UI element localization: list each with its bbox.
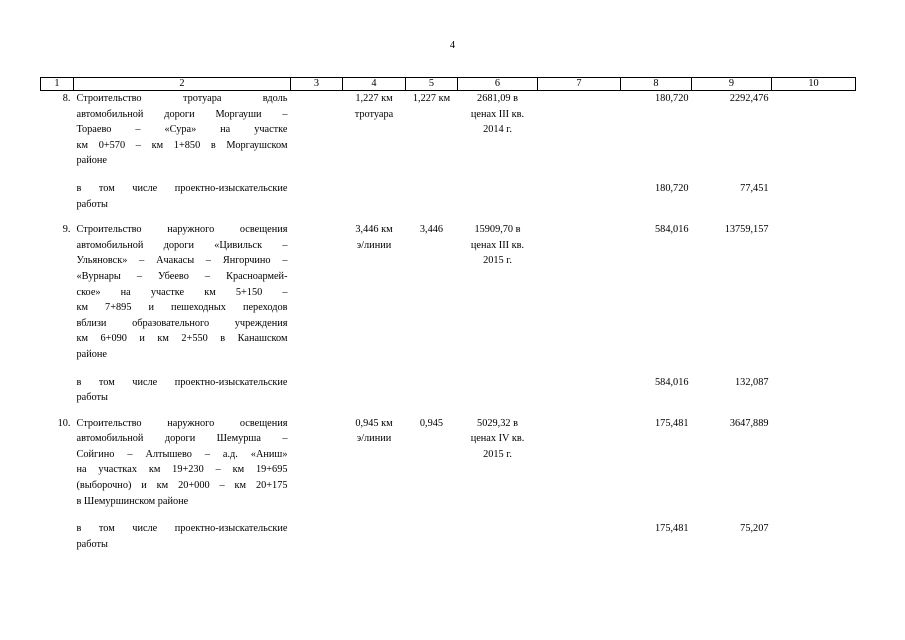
subrow-number: [41, 509, 74, 552]
row-name-line: км 6+090 и км 2+550 в Канашском: [76, 333, 288, 345]
row-name-line: (выборочно) и км 20+000 – км 20+175: [76, 480, 288, 492]
subrow-name: [74, 363, 291, 406]
subrow-col-5: [406, 509, 458, 552]
subrow-name-line: работы: [76, 538, 108, 550]
row-estimate-line: 2015 г.: [483, 448, 512, 460]
subrow-col-4: [343, 363, 406, 406]
header-col-3: 3: [291, 78, 343, 91]
row-length: [343, 212, 406, 362]
row-name-line: в Шемуршинском районе: [76, 495, 189, 507]
subrow-col-4: [343, 169, 406, 212]
subrow-total: 132,087: [735, 376, 769, 388]
row-estimate: [458, 406, 538, 510]
row-col-3: [291, 406, 343, 510]
document-table: [40, 77, 856, 552]
subrow-col-3: [291, 363, 343, 406]
row-name-line: автомобильной дороги «Цивильск –: [76, 239, 288, 251]
row-length-line: 3,446 км: [355, 224, 393, 236]
table-row: [41, 406, 856, 510]
subrow-number: [41, 363, 74, 406]
row-name-line: автомобильной дороги Шемурша –: [76, 433, 288, 445]
row-estimate-line: ценах IV кв.: [470, 433, 525, 445]
row-estimate-line: 2014 г.: [483, 124, 512, 136]
row-length-line: 0,945 км: [355, 417, 393, 429]
subrow-name: [74, 509, 291, 552]
header-col-1: 1: [41, 78, 74, 91]
table-row: [41, 212, 856, 362]
row-name-line: Строительство наружного освещения: [76, 417, 288, 429]
row-name-line: районе: [76, 348, 107, 360]
row-name-line: Тораево – «Сура» на участке: [76, 124, 288, 136]
row-length: [343, 406, 406, 510]
header-col-8: 8: [621, 78, 692, 91]
row-estimate: [458, 212, 538, 362]
header-col-6: 6: [458, 78, 538, 91]
row-estimate-line: 2681,09 в: [477, 93, 518, 104]
subrow-total: 75,207: [740, 523, 769, 535]
subrow-col-3: [291, 169, 343, 212]
subrow-col-10: [772, 169, 856, 212]
row-length-line: э/линии: [356, 239, 392, 251]
header-col-2: 2: [74, 78, 291, 91]
table-row: [41, 91, 856, 169]
row-number: 10.: [57, 417, 71, 429]
subrow-amount: 175,481: [655, 523, 689, 535]
row-name-line: «Вурнары – Убеево – Красноармей-: [76, 270, 288, 282]
subrow-number: [41, 169, 74, 212]
row-name-line: Строительство тротуара вдоль: [76, 93, 288, 104]
row-name-line: ское» на участке км 5+150 –: [76, 286, 288, 298]
row-name-line: Сойгино – Алтышево – а.д. «Аниш»: [76, 448, 288, 460]
row-name-line: районе: [76, 155, 107, 167]
table-subrow: [41, 169, 856, 212]
row-length-line: тротуара: [354, 108, 394, 120]
header-col-10: 10: [772, 78, 856, 91]
row-capacity: 1,227 км: [412, 93, 451, 104]
row-length: [343, 91, 406, 169]
subrow-col-3: [291, 509, 343, 552]
subrow-amount: 180,720: [655, 182, 689, 194]
subrow-name-line: работы: [76, 392, 108, 404]
table-subrow: [41, 363, 856, 406]
row-amount: 584,016: [655, 224, 689, 236]
row-col-7: [538, 91, 621, 169]
header-col-9: 9: [692, 78, 772, 91]
subrow-col-7: [538, 509, 621, 552]
row-col-7: [538, 406, 621, 510]
row-number: 9.: [62, 224, 71, 236]
subrow-col-5: [406, 169, 458, 212]
header-row: [41, 78, 856, 91]
row-estimate-line: 15909,70 в: [474, 224, 521, 236]
row-capacity: 0,945: [419, 417, 444, 429]
subrow-col-10: [772, 509, 856, 552]
header-col-7: 7: [538, 78, 621, 91]
row-estimate-line: ценах III кв.: [470, 239, 525, 251]
row-name-line: Строительство наружного освещения: [76, 224, 288, 236]
subrow-col-7: [538, 363, 621, 406]
subrow-col-6: [458, 509, 538, 552]
row-estimate-line: ценах III кв.: [470, 108, 525, 120]
subrow-total: 77,451: [740, 182, 769, 194]
subrow-col-6: [458, 363, 538, 406]
row-name-line: км 7+895 и пешеходных переходов: [76, 302, 288, 314]
subrow-name: [74, 169, 291, 212]
row-total: 2292,476: [729, 93, 769, 104]
row-total: 13759,157: [724, 224, 769, 236]
row-col-3: [291, 212, 343, 362]
row-estimate: [458, 91, 538, 169]
row-total: 3647,889: [729, 417, 769, 429]
row-col-10: [772, 91, 856, 169]
row-col-7: [538, 212, 621, 362]
row-col-3: [291, 91, 343, 169]
row-name-line: вблизи образовательного учреждения: [76, 317, 288, 329]
row-name-line: автомобильной дороги Моргауши –: [76, 108, 288, 120]
row-length-line: э/линии: [356, 433, 392, 445]
row-name: [74, 212, 291, 362]
page-number: 4: [449, 40, 456, 51]
row-name-line: км 0+570 – км 1+850 в Моргаушском: [76, 139, 288, 151]
row-estimate-line: 5029,32 в: [477, 417, 518, 429]
row-name: [74, 91, 291, 169]
subrow-col-6: [458, 169, 538, 212]
row-name-line: Ульяновск» – Ачакасы – Янгорчино –: [76, 255, 288, 267]
row-capacity: 3,446: [419, 224, 444, 236]
row-number: 8.: [62, 93, 71, 104]
subrow-name-line: в том числе проектно-изыскательские: [76, 376, 288, 388]
row-length-line: 1,227 км: [355, 93, 393, 104]
header-col-5: 5: [406, 78, 458, 91]
row-amount: 180,720: [655, 93, 689, 104]
subrow-name-line: в том числе проектно-изыскательские: [76, 182, 288, 194]
row-col-10: [772, 212, 856, 362]
row-amount: 175,481: [655, 417, 689, 429]
row-name-line: на участках км 19+230 – км 19+695: [76, 464, 288, 476]
subrow-col-4: [343, 509, 406, 552]
subrow-amount: 584,016: [655, 376, 689, 388]
subrow-col-10: [772, 363, 856, 406]
table-subrow: [41, 509, 856, 552]
row-estimate-line: 2015 г.: [483, 255, 512, 267]
subrow-name-line: в том числе проектно-изыскательские: [76, 523, 288, 535]
subrow-col-5: [406, 363, 458, 406]
subrow-name-line: работы: [76, 198, 108, 210]
subrow-col-7: [538, 169, 621, 212]
header-col-4: 4: [343, 78, 406, 91]
row-name: [74, 406, 291, 510]
row-col-10: [772, 406, 856, 510]
